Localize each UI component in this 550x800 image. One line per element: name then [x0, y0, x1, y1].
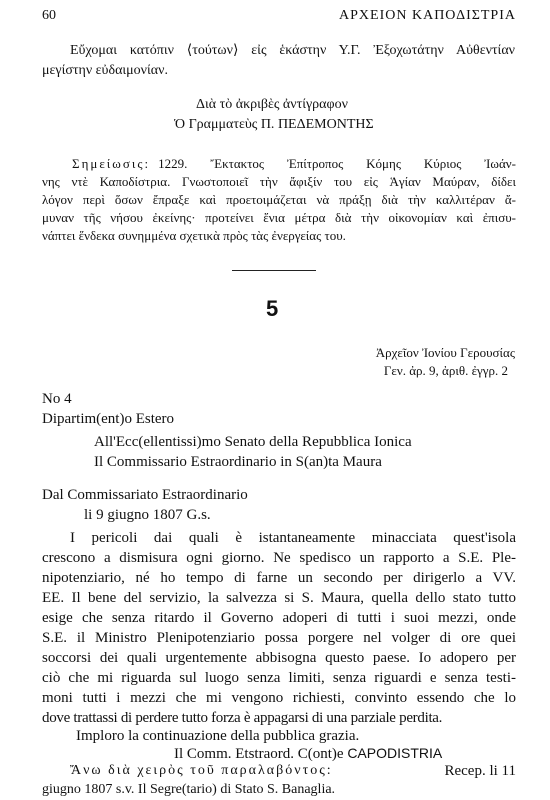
secretary-title: Ὁ Γραμματεὺς Π. — [174, 117, 275, 132]
closing-line-2: μεγίστην εὐδαιμονίαν. — [42, 63, 168, 78]
source-line-1: Ἀρχεῖον Ἰονίου Γερουσίας — [375, 345, 515, 360]
running-title: ΑΡΧΕΙΟΝ ΚΑΠΟΔΙΣΤΡΙΑ — [339, 8, 516, 23]
endorsement-label: Ἄνω διὰ χειρὸς τοῦ παραλαβόντος: — [70, 763, 333, 778]
body-line-10: dove trattassi di perdere tutto forza è appagarsi di una parziale perdita. — [42, 710, 443, 726]
signature-title: Il Comm. Etstraord. C(ont)e — [174, 746, 344, 762]
note-line-5: νάπτει ἕνδεκα συνημμένα σχετικὰ πρὸς τὰς ἐνεργείας του. — [42, 228, 346, 243]
endorsement-line-2: giugno 1807 s.v. Il Segre(tario) di Stato S. Banaglia. — [42, 782, 336, 797]
body-line-9: moni tutti i mezzi che mi vengono richiesti, convinto essendo che lo — [42, 690, 516, 706]
signature-line — [174, 746, 442, 762]
secretary-name: ΠΕΔΕΜΟΝΤΗΣ — [277, 117, 374, 132]
endorsement-received: Recep. li 11 — [444, 763, 516, 779]
certification-line-1: Διὰ τὸ ἀκριβὲς ἀντίγραφον — [196, 97, 348, 112]
date-line: li 9 giugno 1807 G.s. — [84, 507, 211, 523]
closing-request: Imploro la continuazione della pubblica grazia. — [76, 728, 360, 744]
certification-line-2 — [174, 118, 374, 132]
signature-name: CAPODISTRIA — [347, 745, 443, 761]
body-line-3: nipotenziario, né ho tempo di farne un secondo per dirigerlo a VV. — [42, 570, 516, 586]
note-line-3: λόγον περὶ ὅσων ἔπραξε καὶ προετοιμάζεται νὰ πράξῃ διὰ τὴν καλλιτέραν ἄ- — [42, 192, 516, 207]
note-label: Σημείωσις: — [72, 156, 151, 171]
section-divider — [232, 270, 316, 271]
endorsement-line-1 — [70, 764, 516, 779]
page-number: 60 — [42, 8, 56, 23]
department: Dipartim(ent)o Estero — [42, 411, 175, 427]
body-line-2: crescono a dismisura ogni giorno. Ne spedisco un rapporto a S.E. Ple- — [42, 550, 516, 566]
body-line-7: soccorsi dei quali urgentemente abbisogna questo paese. Io adopero per — [42, 650, 516, 666]
source-line-2: Γεν. ἀρ. 9, ἀριθ. ἐγγρ. 2 — [383, 363, 508, 378]
note-line-1 — [72, 157, 516, 170]
body-line-1: I pericoli dai quali è istantaneamente minacciata quest'isola — [70, 530, 516, 546]
note-text-1: 1229. Ἔκτακτος Ἐπίτροπος Κόμης Κύριος Ἰωάν- — [158, 156, 516, 171]
body-line-5: esige che senza ritardo il Governo adoperi di tutti i suoi mezzi, onde — [42, 610, 516, 626]
body-line-8: ciò che mi riguarda sul luogo senza limiti, senza riguardi e senza testi- — [42, 670, 516, 686]
note-line-4: μυναν τῆς νήσου ἐκείνης· προτείνει ἕνια μέτρα διὰ τὴν οἰκονομίαν καὶ ἐπισυ- — [42, 210, 516, 225]
body-line-4: EE. Il bene del servizio, la salvezza si S. Maura, quella dello stato tutto — [42, 590, 516, 606]
address-line-2: Il Commissario Estraordinario in S(an)ta Maura — [94, 454, 382, 470]
from-line: Dal Commissariato Estraordinario — [42, 487, 248, 503]
document-number: 5 — [266, 296, 279, 321]
address-line-1: All'Ecc(ellentissi)mo Senato della Repubblica Ionica — [94, 434, 412, 450]
body-line-6: S.E. il Ministro Plenipotenziario possa porgere nel volger di ore quei — [42, 630, 516, 646]
document-no: No 4 — [42, 391, 72, 407]
closing-line-1: Εὔχομαι κατόπιν ⟨τούτων⟩ εἰς ἑκάστην Υ.Γ. Ἐξοχωτάτην Αὐθεντίαν — [70, 43, 515, 58]
note-line-2: νης ντὲ Καποδίστρια. Γνωστοποιεῖ τὴν ἄφιξίν του εἰς Ἁγίαν Μαύραν, δίδει — [42, 174, 516, 189]
